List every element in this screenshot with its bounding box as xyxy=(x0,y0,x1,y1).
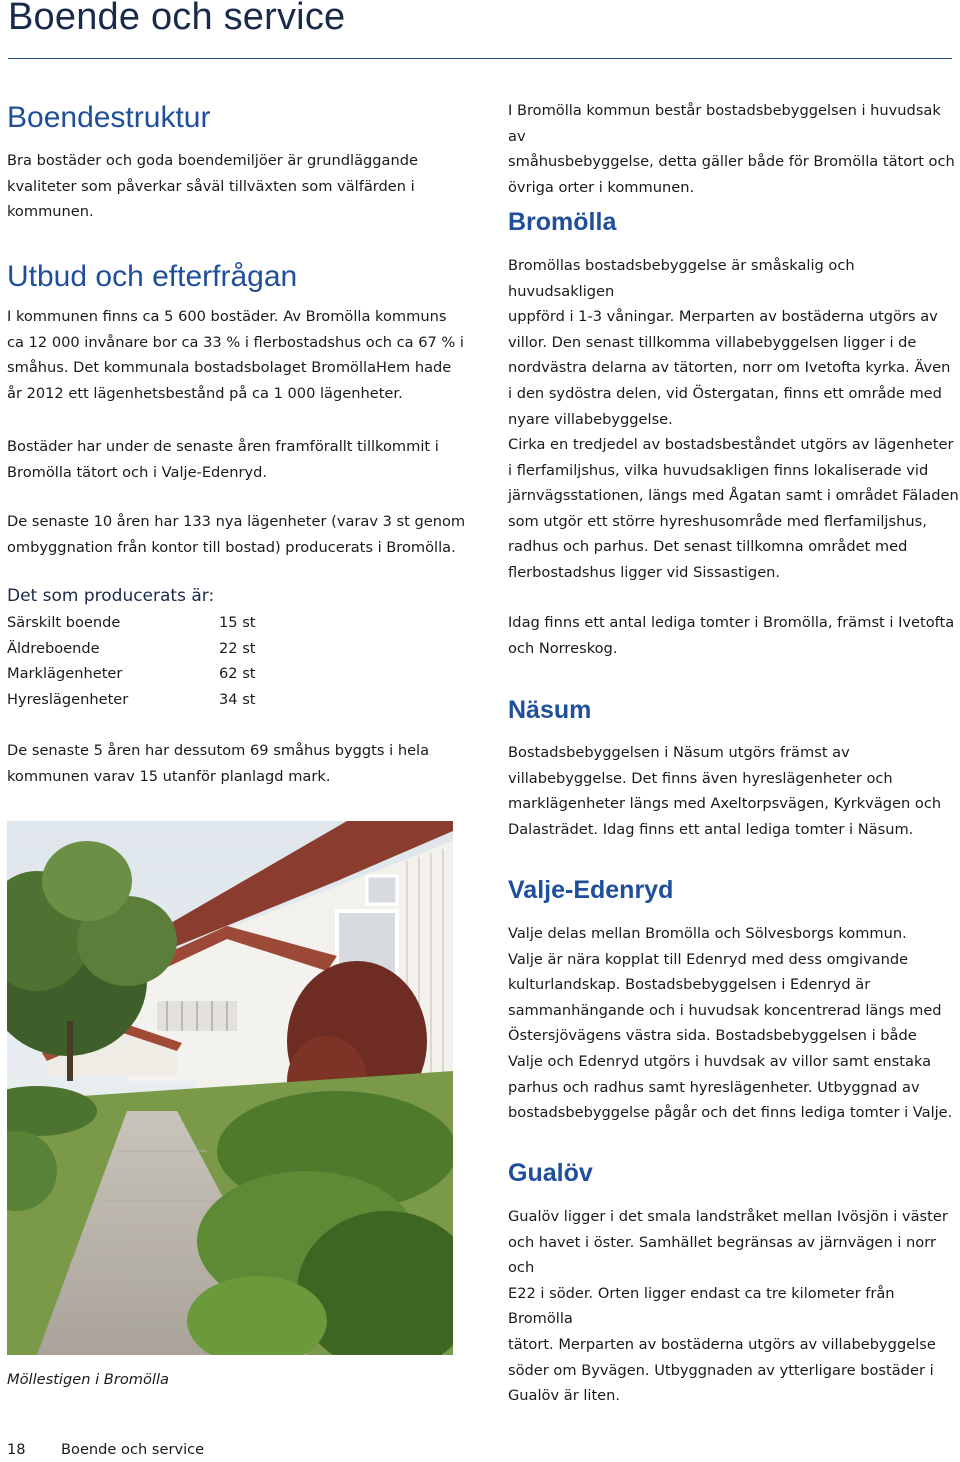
text-line: i den sydöstra delen, vid Östergatan, finns ett område med xyxy=(508,384,942,402)
text-line: nyare villabebyggelse. xyxy=(508,410,673,428)
text-line: Idag finns ett antal lediga tomter i Bromölla, främst i Ivetofta xyxy=(508,614,955,631)
heading-valje-edenryd: Valje-Edenryd xyxy=(508,876,674,904)
produced-label: Äldreboende xyxy=(7,639,100,657)
text-line: bostadsbebyggelse pågår och det finns lediga tomter i Valje. xyxy=(508,1104,953,1122)
footer-section: Boende och service xyxy=(61,1441,205,1458)
text-line: uppförd i 1-3 våningar. Merparten av bostäderna utgörs av xyxy=(508,308,938,326)
paragraph-nasum xyxy=(508,740,941,842)
text-line: söder om Byvägen. Utbyggnaden av ytterligare bostäder i xyxy=(508,1361,934,1379)
photo-caption: Möllestigen i Bromölla xyxy=(7,1371,169,1388)
text-line: och havet i öster. Samhället begränsas av järnvägen i norr och xyxy=(508,1233,936,1277)
text-line: som utgör ett större hyreshusområde med flerfamiljshus, xyxy=(508,512,927,530)
paragraph-gualov xyxy=(508,1204,960,1409)
text-line: och Norreskog. xyxy=(508,639,618,657)
text-line: I Bromölla kommun består bostadsbebyggelsen i huvudsak av xyxy=(508,102,941,145)
page-footer xyxy=(7,1441,204,1458)
text-line: Bra bostäder och goda boendemiljöer är grundläggande xyxy=(7,152,418,169)
paragraph-bromolla-2 xyxy=(508,432,959,586)
heading-nasum: Näsum xyxy=(508,696,592,724)
text-line: Valje och Edenryd utgörs i huvdsak av villor samt enstaka xyxy=(508,1052,932,1070)
text-line: villabebyggelse. Det finns även hyreslägenheter och xyxy=(508,769,893,787)
text-line: De senaste 10 åren har 133 nya lägenheter (varav 3 st genom xyxy=(7,513,466,530)
text-line: Dalasträdet. Idag finns ett antal lediga tomter i Näsum. xyxy=(508,820,914,838)
text-line: marklägenheter längs med Axeltorpsvägen, Kyrkvägen och xyxy=(508,795,942,813)
text-line: järnvägsstationen, längs med Ågatan samt i området Fäladen xyxy=(508,487,959,505)
text-line: Östersjövägens västra sida. Bostadsbebyggelsen i både xyxy=(508,1027,917,1045)
heading-utbud: Utbud och efterfrågan xyxy=(7,260,298,293)
produced-value: 34 st xyxy=(219,690,256,708)
text-line: i flerfamiljshus, vilka huvudsakligen finns lokaliserade vid xyxy=(508,461,929,479)
text-line: Bromöllas bostadsbebyggelse är småskalig och huvudsakligen xyxy=(508,257,855,300)
paragraph-valje-edenryd xyxy=(508,921,952,1126)
produced-label: Särskilt boende xyxy=(7,614,121,631)
text-line: kommunen. xyxy=(7,203,94,221)
text-line: ombyggnation från kontor till bostad) producerats i Bromölla. xyxy=(7,538,456,556)
text-line: I kommunen finns ca 5 600 bostäder. Av Bromölla kommuns xyxy=(7,308,447,325)
paragraph-nya-lagenheter xyxy=(7,509,465,560)
produced-heading: Det som producerats är: xyxy=(7,586,215,606)
produced-label: Hyreslägenheter xyxy=(7,690,129,708)
text-line: Bostäder har under de senaste åren framförallt tillkommit i xyxy=(7,438,439,455)
produced-label: Marklägenheter xyxy=(7,665,123,683)
text-line: flerbostadshus ligger vid Sissastigen. xyxy=(508,563,781,581)
produced-value: 62 st xyxy=(219,665,256,683)
text-line: småhusbebyggelse, detta gäller både för Bromölla tätort och xyxy=(508,153,955,171)
photo-mollestigen xyxy=(7,821,453,1355)
text-line: ca 12 000 invånare bor ca 33 % i flerbostadshus och ca 67 % i xyxy=(7,333,464,351)
text-line: villor. Den senast tillkomma villabebyggelsen ligger i de xyxy=(508,333,917,351)
produced-row xyxy=(7,661,256,687)
heading-bromolla: Bromölla xyxy=(508,208,617,236)
produced-value: 15 st xyxy=(219,614,256,631)
paragraph-tillkommit xyxy=(7,434,439,485)
photo-illustration xyxy=(7,821,453,1355)
text-line: Bromölla tätort och i Valje-Edenryd. xyxy=(7,463,268,481)
text-line: kvaliteter som påverkar såväl tillväxten som välfärden i xyxy=(7,177,415,195)
text-line: sammanhängande och i huvudsak koncentrerad längs med xyxy=(508,1001,942,1019)
text-line: parhus och radhus samt hyreslägenheter. Utbyggnad av xyxy=(508,1078,920,1096)
title-rule xyxy=(8,58,952,59)
paragraph-bromolla-3 xyxy=(508,610,954,661)
heading-gualov: Gualöv xyxy=(508,1159,593,1187)
text-line: småhus. Det kommunala bostadsbolaget BromöllaHem hade xyxy=(7,359,452,377)
text-line: E22 i söder. Orten ligger endast ca tre kilometer från Bromölla xyxy=(508,1284,895,1328)
page-number: 18 xyxy=(7,1441,26,1458)
text-line: Bostadsbebyggelsen i Näsum utgörs främst av xyxy=(508,744,850,761)
produced-row xyxy=(7,610,256,636)
text-line: år 2012 ett lägenhetsbestånd på ca 1 000 lägenheter. xyxy=(7,384,403,402)
text-line: nordvästra delarna av tätorten, norr om Ivetofta kyrka. Även xyxy=(508,359,951,377)
text-line: Valje är nära kopplat till Edenryd med dess omgivande xyxy=(508,950,909,968)
text-line: De senaste 5 åren har dessutom 69 småhus byggts i hela xyxy=(7,742,430,759)
text-line: kulturlandskap. Bostadsbebyggelsen i Edenryd är xyxy=(508,976,871,994)
text-line: Gualöv är liten. xyxy=(508,1387,621,1405)
text-line: Gualöv ligger i det smala landstråket mellan Ivösjön i väster xyxy=(508,1208,948,1225)
text-line: Cirka en tredjedel av bostadsbeståndet utgörs av lägenheter xyxy=(508,436,954,453)
paragraph-intro xyxy=(508,98,960,200)
text-line: radhus och parhus. Det senast tillkomna området med xyxy=(508,538,908,556)
text-line: Valje delas mellan Bromölla och Sölvesborgs kommun. xyxy=(508,925,907,942)
text-line: övriga orter i kommunen. xyxy=(508,178,695,196)
paragraph-boendestruktur xyxy=(7,148,418,225)
paragraph-smahus xyxy=(7,738,429,789)
produced-row xyxy=(7,687,256,713)
heading-boendestruktur: Boendestruktur xyxy=(7,101,211,134)
paragraph-bromolla-1 xyxy=(508,253,960,432)
paragraph-utbud xyxy=(7,304,464,406)
produced-value: 22 st xyxy=(219,639,256,657)
page-title: Boende och service xyxy=(8,0,346,38)
produced-row xyxy=(7,636,256,662)
text-line: kommunen varav 15 utanför planlagd mark. xyxy=(7,767,331,785)
text-line: tätort. Merparten av bostäderna utgörs av villabebyggelse xyxy=(508,1335,936,1353)
produced-table xyxy=(7,610,256,712)
